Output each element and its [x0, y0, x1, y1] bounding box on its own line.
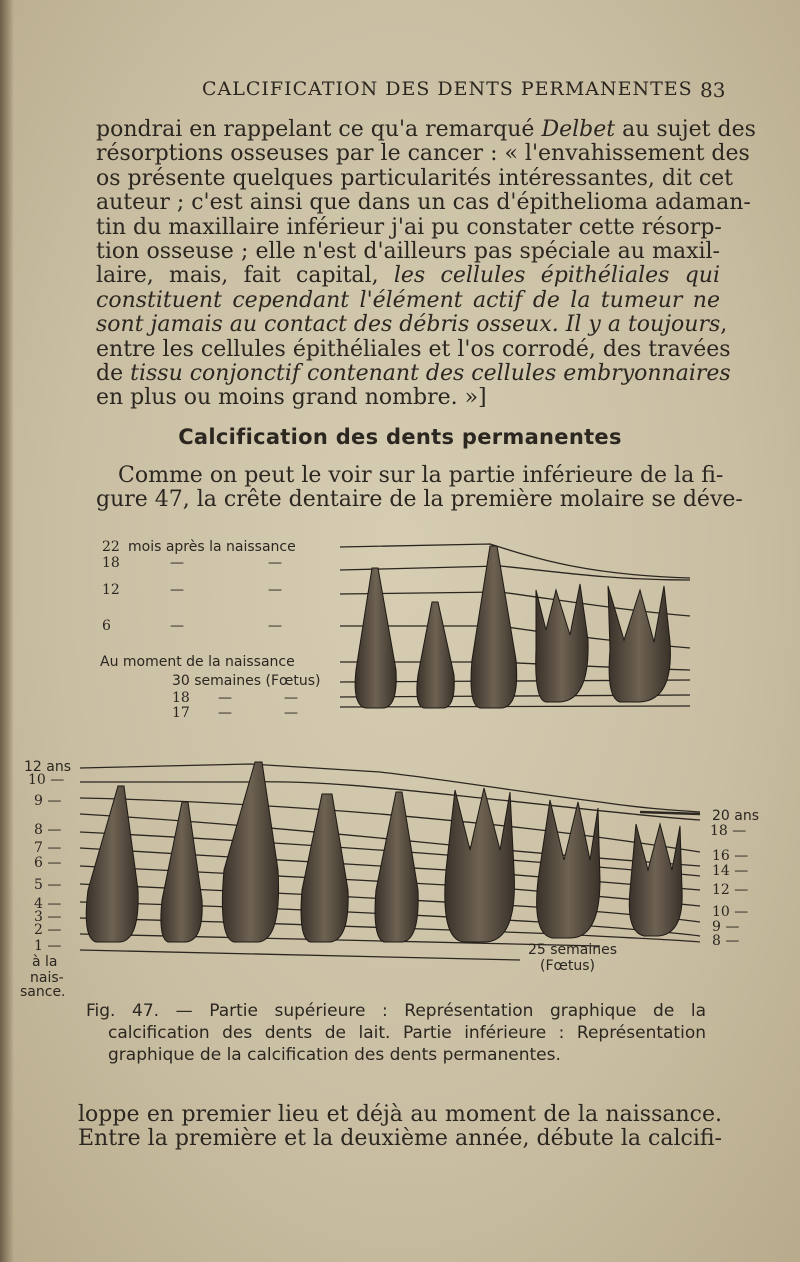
upper-label-22: 22 [102, 539, 120, 555]
text-line: gure 47, la crête dentaire de la première molaire se déve- [96, 487, 743, 513]
text-line: pondrai en rappelant ce qu'a remarqué [96, 117, 542, 142]
dash: — [268, 555, 282, 571]
lower-left-label-1: 1 — [34, 938, 62, 954]
paragraph-continuation [78, 1103, 722, 1152]
dash: — [268, 618, 282, 634]
lower-right-label-18: 18 — [710, 823, 747, 839]
upper-diagram [340, 544, 690, 708]
text-line: tion osseuse ; elle n'est d'ailleurs pas spéciale au maxil- [96, 239, 720, 265]
upper-label-months: mois après la naissance [128, 539, 296, 555]
dash: — [284, 705, 298, 721]
text-line: entre les cellules épithéliales et l'os corrodé, des travées [96, 336, 731, 362]
lower-right-label-14: 14 — [712, 863, 749, 879]
caption-line: Fig. 47. — Partie supérieure : Représentation graphique de la [86, 1001, 706, 1021]
italic-emphasis: sont jamais au contact des débris osseux. Il y a toujours [96, 312, 721, 338]
lower-left-label-2: 2 — [34, 922, 62, 938]
lower-right-label-16: 16 — [712, 848, 749, 864]
upper-label-12: 12 [102, 582, 120, 598]
lower-label-25-weeks: 25 semaines [528, 942, 618, 958]
upper-label-18: 18 [102, 555, 120, 571]
text-line: de [96, 361, 131, 387]
italic-emphasis: les cellules épithéliales qui [393, 263, 720, 289]
text-line: , [720, 312, 728, 338]
text-line: laire, mais, fait capital, [96, 263, 394, 289]
lower-right-label-9: 9 — [712, 919, 740, 935]
section-heading: Calcification des dents permanentes [178, 425, 622, 449]
dash: — [268, 582, 282, 598]
italic-emphasis: tissu conjonctif contenant des cellules embryonnaires [130, 361, 731, 387]
lower-left-label-7: 7 — [34, 840, 62, 856]
upper-label-6: 6 [102, 618, 111, 634]
upper-label-w18: 18 [172, 690, 190, 706]
lower-left-label-12-ans: 12 ans [24, 759, 72, 775]
caption-line: graphique de la calcification des dents permanentes. [108, 1045, 561, 1065]
lower-right-label-8: 8 — [712, 933, 740, 949]
lower-left-label-8: 8 — [34, 822, 62, 838]
caption-line: calcification des dents de lait. Partie inférieure : Représentation [108, 1023, 706, 1043]
paragraph-intro [96, 463, 743, 513]
italic-emphasis: constituent cependant l'élément actif de la tumeur ne [96, 287, 720, 313]
text-line: résorptions osseuses par le cancer : « l'envahissement des [96, 141, 750, 167]
lower-left-label-5: 5 — [34, 877, 62, 893]
figure-caption [86, 1000, 706, 1066]
text-line: tin du maxillaire inférieur j'ai pu constater cette résorp- [96, 214, 722, 240]
lower-left-label-9: 9 — [34, 793, 62, 809]
dash: — [284, 690, 298, 706]
text-line: Comme on peut le voir sur la partie inférieure de la fi- [118, 463, 724, 488]
upper-label-w17: 17 [172, 705, 190, 721]
author-name: Delbet [541, 117, 616, 142]
running-title: CALCIFICATION DES DENTS PERMANENTES [202, 78, 693, 100]
lower-right-label-12: 12 — [712, 882, 749, 898]
text-line: loppe en premier lieu et déjà au moment de la naissance. [78, 1102, 722, 1127]
dash: — [170, 582, 184, 598]
text-line: auteur ; c'est ainsi que dans un cas d'épithelioma adaman- [96, 190, 751, 216]
paragraph-delbet-quote [96, 117, 756, 411]
lower-label-foetus: (Fœtus) [540, 958, 595, 974]
upper-label-birth: Au moment de la naissance [100, 654, 295, 670]
page-number: 83 [700, 78, 726, 102]
text-line: os présente quelques particularités intéressantes, dit cet [96, 165, 734, 191]
lower-diagram [80, 762, 700, 960]
lower-left-label-sance: sance. [20, 984, 66, 1000]
dash: — [218, 690, 232, 706]
lower-left-label-a-la: à la [32, 954, 58, 970]
text-line: en plus ou moins grand nombre. »] [96, 385, 487, 411]
lower-right-label-20-ans: 20 ans [712, 808, 760, 824]
lower-left-label-nais: nais- [30, 970, 64, 986]
figure-47-calcification [0, 530, 800, 1000]
lower-left-label-3: 3 — [34, 909, 62, 925]
lower-left-label-4: 4 — [34, 896, 62, 912]
lower-left-label-10: 10 — [28, 772, 65, 788]
text-line: Entre la première et la deuxième année, débute la calcifi- [78, 1126, 722, 1152]
page-header [0, 78, 800, 104]
dash: — [170, 555, 184, 571]
text-line: au sujet des [615, 117, 756, 142]
dash: — [218, 705, 232, 721]
lower-right-label-10: 10 — [712, 904, 749, 920]
dash: — [170, 618, 184, 634]
lower-left-label-6: 6 — [34, 855, 62, 871]
calcification-diagram [0, 530, 800, 1000]
upper-label-30-weeks: 30 semaines (Fœtus) [172, 673, 321, 689]
